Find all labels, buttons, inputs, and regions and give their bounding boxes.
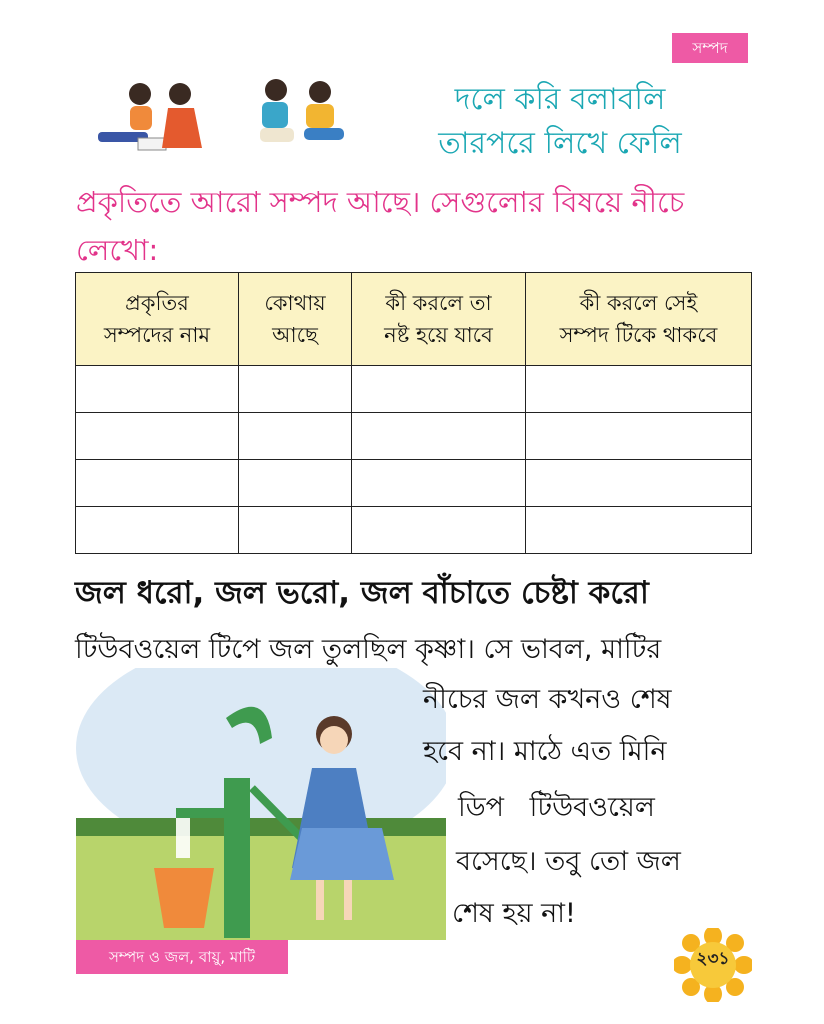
chapter-tag: সম্পদ [672, 33, 748, 63]
table-cell[interactable] [239, 366, 352, 413]
story-line-5: বসেছে। তবু তো জল [456, 846, 681, 877]
boy-blue-shirt [260, 79, 294, 142]
col-header-resource-name: প্রকৃতির সম্পদের নাম [76, 273, 239, 366]
table-cell[interactable] [76, 366, 239, 413]
instruction-text [76, 178, 756, 274]
story-line-6: শেষ হয় না! [452, 898, 576, 929]
table-row [76, 366, 752, 413]
table-row [76, 413, 752, 460]
table-row [76, 460, 752, 507]
col-header-how-preserved: কী করলে সেই সম্পদ টিকে থাকবে [526, 273, 752, 366]
orange-bucket [154, 868, 214, 928]
table-cell[interactable] [239, 413, 352, 460]
table-row [76, 507, 752, 554]
story-line-2: নীচের জল কখনও শেষ [423, 684, 672, 715]
table-cell[interactable] [526, 366, 752, 413]
tubewell-girl-illustration [76, 668, 446, 940]
table-header-row [76, 273, 752, 366]
story-line-3: হবে না। মাঠে এত মিনি [423, 736, 667, 767]
section-title: জল ধরো, জল ভরো, জল বাঁচাতে চেষ্টা করো [75, 575, 649, 611]
instruction-line-1: প্রকৃতিতে আরো সম্পদ আছে। সেগুলোর বিষয়ে নীচে [76, 185, 685, 219]
trees-line [76, 818, 446, 836]
col-header-how-destroyed: কী করলে তা নষ্ট হয়ে যাবে [352, 273, 526, 366]
children-discussion-illustration [78, 72, 368, 164]
table-cell[interactable] [352, 460, 526, 507]
table-cell[interactable] [239, 460, 352, 507]
motto-line-1: দলে করি বলাবলি [454, 82, 666, 117]
water-stream [176, 818, 190, 858]
resources-table [75, 272, 752, 554]
table-cell[interactable] [526, 507, 752, 554]
col-header-location: কোথায় আছে [239, 273, 352, 366]
table-cell[interactable] [526, 460, 752, 507]
grass-field [76, 836, 446, 940]
story-line-4: ডিপ টিউবওয়েল [458, 792, 655, 823]
page-number: ২৩১ [696, 949, 730, 969]
motto-line-2: তারপরে লিখে ফেলি [438, 126, 682, 161]
table-cell[interactable] [352, 413, 526, 460]
footer-chapter-label: সম্পদ ও জল, বায়ু, মাটি [76, 940, 288, 974]
table-cell[interactable] [76, 413, 239, 460]
girl-red-dress [162, 83, 202, 148]
instruction-line-2: লেখো: [76, 233, 159, 267]
child-reading [98, 83, 166, 150]
table-cell[interactable] [352, 366, 526, 413]
story-line-1: টিউবওয়েল টিপে জল তুলছিল কৃষ্ণা। সে ভাবল, মাটির [75, 634, 662, 665]
table-cell[interactable] [526, 413, 752, 460]
table-cell[interactable] [76, 460, 239, 507]
table-cell[interactable] [76, 507, 239, 554]
boy-yellow-shirt [304, 81, 344, 140]
table-cell[interactable] [352, 507, 526, 554]
table-cell[interactable] [239, 507, 352, 554]
